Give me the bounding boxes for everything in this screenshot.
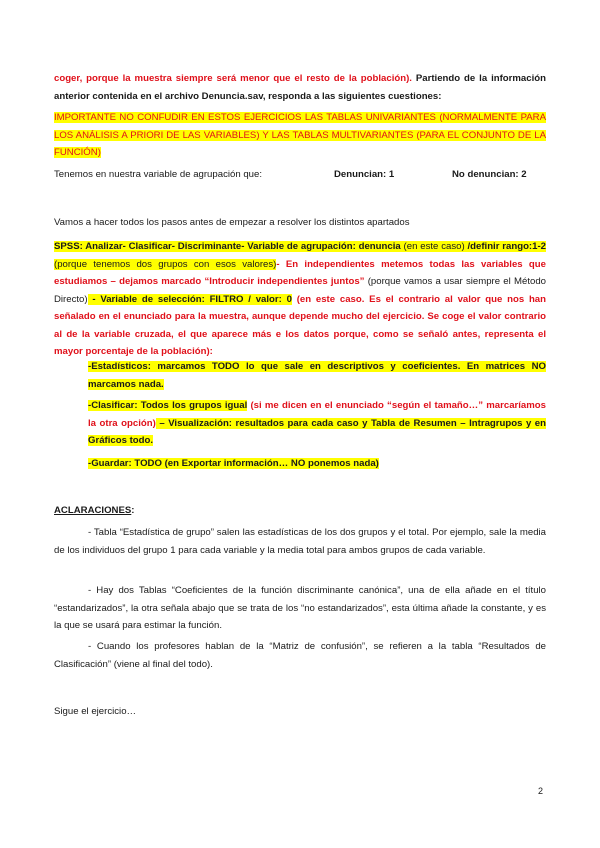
aclaracion-3: - Cuando los profesores hablan de la “Matriz de confusión”, se refieren a la tabla “Resultados de Clasificación” (viene al final del todo). [54,641,546,670]
instruction-text: Partiendo de la información anterior contenida en el archivo Denuncia.sav, responda a las siguientes cuestiones: [54,73,546,102]
page-number: 2 [538,786,544,796]
red-text: coger, porque la muestra siempre será menor que el resto de la población). [54,73,412,84]
aclaraciones-title: ACLARACIONES [54,505,132,516]
spss-paragraph [54,238,546,361]
aclaraciones-colon: : [131,505,135,516]
spss-path: SPSS: Analizar- Clasificar- Discriminante- Variable de agrupación: denuncia [54,241,401,252]
visualizacion-text: – Visualización: resultados para cada caso y Tabla de Resumen – Intragrupos y en Gráficos todo. [88,417,547,446]
clasificar-paragraph [54,397,546,450]
spss-filter: - Variable de selección: FILTRO / valor: 0 [87,293,292,305]
aclaracion-2: - Hay dos Tablas “Coeficientes de la función discriminante canónica”, una de ella añade en el título “estandarizados”, la otra señala abajo que se trata de los “no estandarizados”, esta última añade la constante, y es la que se usará para estimar la función. [54,585,546,631]
aclaraciones-heading [54,505,135,516]
steps-intro: Vamos a hacer todos los pasos antes de empezar a resolver los distintos apartados [54,217,410,228]
guardar-text: -Guardar: TODO (en Exportar información… NO ponemos nada) [88,458,379,469]
intro-paragraph [54,70,546,105]
grouping-label: Tenemos en nuestra variable de agrupación que: [54,169,263,180]
guardar-paragraph [54,455,546,473]
important-note [54,109,546,162]
important-text: IMPORTANTE NO CONFUDIR EN ESTOS EJERCICIOS LAS TABLAS UNIVARIANTES (NORMALMENTE PARA LOS ANÁLISIS A PRIORI DE LAS VARIABLES) Y LAS TABLAS MULTIVARIANTES (PARA EL CONJUNTO DE LA FUNCIÓN) [54,112,546,158]
spss-filter-note: (en este caso. Es el contrario al valor que nos han señalado en el enunciado para la muestra, aunque depende mucho del ejercicio. Se coge el valor contrario al de la variable cruzada, el que aparece más e los datos porque, como se señaló antes, representa el mayor porcentaje de la población): [54,293,546,357]
sigue-text: Sigue el ejercicio… [54,706,137,717]
grouping-row [54,169,262,180]
spss-independents: - En independientes metemos todas las variables que estudiamos – dejamos marcado “Introducir independientes juntos” [54,258,546,287]
no-denuncian-value: No denuncian: 2 [452,169,527,180]
denuncian-value: Denuncian: 1 [334,169,395,180]
spss-note-2: (porque tenemos dos grupos con esos valores) [54,258,277,270]
spss-note-3: (porque vamos a usar siempre el Método Directo) [54,276,547,305]
aclaracion-1: - Tabla “Estadística de grupo” salen las estadísticas de los dos grupos y el total. Por ejemplo, sale la media de los individuos del grupo 1 para cada variable y la media total para ambos grupos de cada variable. [54,527,546,556]
estadisticos-text: -Estadísticos: marcamos TODO lo que sale en descriptivos y coeficientes. En matrices NO marcamos nada. [88,361,546,390]
estadisticos-paragraph [54,358,546,393]
spss-range: /definir rango:1-2 [464,241,546,252]
clasificar-text: -Clasificar: Todos los grupos igual [88,400,248,411]
spss-note-1: (en este caso) [400,241,465,252]
clasificar-note: (si me dicen en el enunciado “según el tamaño…” marcaríamos la otra opción) [88,400,546,429]
